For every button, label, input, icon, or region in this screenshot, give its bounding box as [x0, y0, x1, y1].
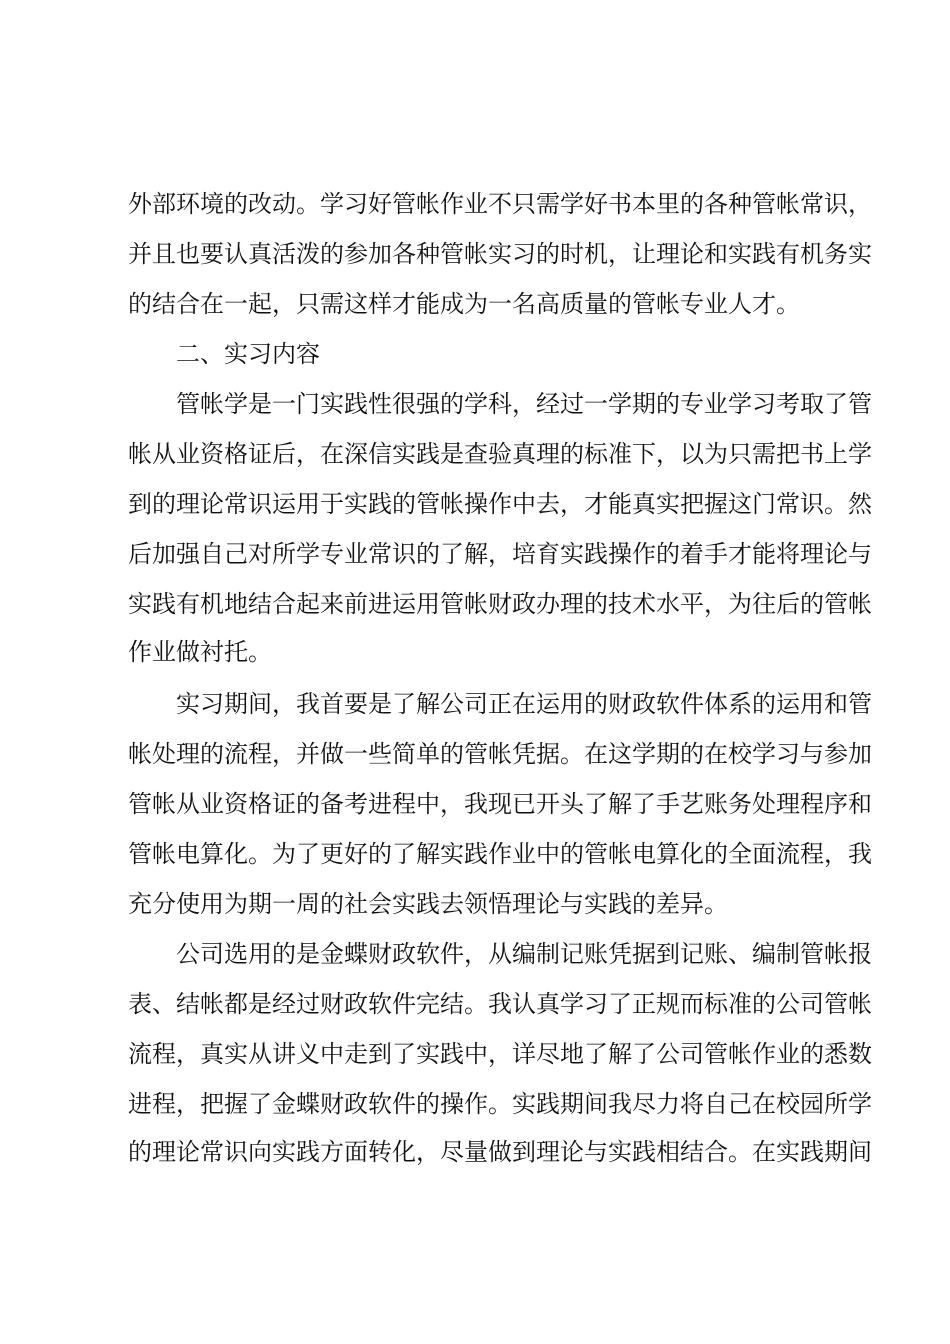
body-text-line: 帐处理的流程，并做一些简单的管帐凭据。在这学期的在校学习与参加 — [128, 740, 872, 768]
body-text-line: 并且也要认真活泼的参加各种管帐实习的时机，让理论和实践有机务实 — [128, 240, 872, 268]
paragraph-first-line: 实习期间，我首要是了解公司正在运用的财政软件体系的运用和管 — [176, 690, 872, 718]
body-text-line: 实践有机地结合起来前进运用管帐财政办理的技术水平，为往后的管帐 — [128, 590, 872, 618]
body-text-line: 后加强自己对所学专业常识的了解，培育实践操作的着手才能将理论与 — [128, 540, 872, 568]
body-text-line: 管帐电算化。为了更好的了解实践作业中的管帐电算化的全面流程，我 — [128, 840, 872, 868]
paragraph-first-line: 公司选用的是金蝶财政软件，从编制记账凭据到记账、编制管帐报 — [176, 940, 872, 968]
section-heading: 二、实习内容 — [176, 340, 320, 368]
body-text-line: 帐从业资格证后，在深信实践是查验真理的标准下，以为只需把书上学 — [128, 440, 872, 468]
body-text-line: 的结合在一起，只需这样才能成为一名高质量的管帐专业人才。 — [128, 290, 800, 318]
body-text-line: 作业做衬托。 — [128, 638, 272, 666]
body-text-line: 进程，把握了金蝶财政软件的操作。实践期间我尽力将自己在校园所学 — [128, 1090, 872, 1118]
body-text-line: 表、结帐都是经过财政软件完结。我认真学习了正规而标准的公司管帐 — [128, 990, 872, 1018]
body-text-line: 充分使用为期一周的社会实践去领悟理论与实践的差异。 — [128, 890, 728, 918]
body-text-line: 到的理论常识运用于实践的管帐操作中去，才能真实把握这门常识。然 — [128, 490, 872, 518]
body-text-line: 的理论常识向实践方面转化，尽量做到理论与实践相结合。在实践期间 — [128, 1138, 872, 1166]
body-text-line: 管帐从业资格证的备考进程中，我现已开头了解了手艺账务处理程序和 — [128, 790, 872, 818]
body-text-line: 流程，真实从讲义中走到了实践中，详尽地了解了公司管帐作业的悉数 — [128, 1040, 872, 1068]
body-text-line: 外部环境的改动。学习好管帐作业不只需学好书本里的各种管帐常识， — [128, 190, 872, 218]
paragraph-first-line: 管帐学是一门实践性很强的学科，经过一学期的专业学习考取了管 — [176, 390, 872, 418]
